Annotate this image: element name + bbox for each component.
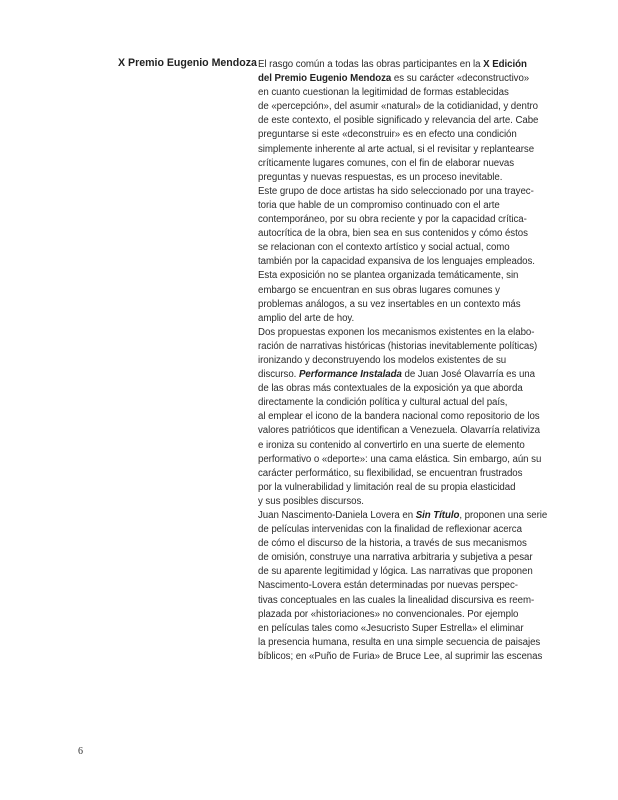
text-segment: Esta exposición no se plantea organizada temáticamente, sin [258,270,519,282]
text-segment: al emplear el icono de la bandera nacional como repositorio de los [258,411,540,423]
text-segment: en películas tales como «Jesucristo Super Estrella» el eliminar [258,622,524,634]
text-segment: bíblicos; en «Puño de Furia» de Bruce Lee, al suprimir las escenas [258,650,543,662]
text-line [258,269,558,283]
section-title: X Premio Eugenio Mendoza [118,57,257,69]
text-line [258,509,558,523]
text-segment: de «percepción», del asumir «natural» de la cotidianidad, y dentro [258,101,538,113]
text-line [258,100,558,114]
text-line [258,171,558,185]
text-segment: de este contexto, el posible significado y relevancia del arte. Cabe [258,115,539,127]
text-line [258,157,558,171]
text-segment: carácter performático, su flexibilidad, se encuentran frustrados [258,467,523,479]
text-line [258,537,558,551]
text-segment: de cómo el discurso de la historia, a través de sus mecanismos [258,538,527,550]
emphasis-text: del Premio Eugenio Mendoza [258,73,392,85]
text-segment: críticamente lugares comunes, con el fin de elaborar nuevas [258,157,515,169]
text-segment: de Juan José Olavarría es una [401,369,535,381]
emphasis-text: X Edición [483,59,527,70]
text-line [258,439,558,453]
text-segment: de películas intervenidas con la finalidad de reflexionar acerca [258,524,522,536]
text-segment: Juan Nascimento-Daniela Lovera en [258,510,416,521]
text-line [258,495,558,509]
text-line [258,368,558,382]
text-line [258,199,558,213]
text-segment: directamente la condición política y cultural actual del país, [258,397,508,409]
text-segment: preguntas y nuevas respuestas, es un proceso inevitable. [258,171,503,183]
text-line [258,86,558,100]
text-line [258,551,558,565]
text-segment: ración de narrativas históricas (historias inevitablemente políticas) [258,340,538,352]
text-line [258,579,558,593]
text-segment: toria que hable de un compromiso continuado con el arte [258,199,500,211]
text-line [258,128,558,142]
text-line [258,410,558,424]
text-line [258,608,558,622]
text-line [258,594,558,608]
text-line [258,298,558,312]
artwork-title: Performance Instalada [298,369,402,381]
text-segment: contemporáneo, por su obra reciente y por la capacidad crítica- [258,214,527,226]
text-segment: y sus posibles discursos. [258,495,364,507]
text-segment: preguntarse si este «deconstruir» es en efecto una condición [258,129,517,141]
text-line [258,565,558,579]
text-line [258,354,558,368]
text-line [258,340,558,354]
text-line [258,227,558,241]
text-line [258,114,558,128]
text-line [258,326,558,340]
text-segment: por la vulnerabilidad y limitación real de su propia elasticidad [258,481,516,493]
text-line [258,185,558,199]
text-line [258,284,558,298]
text-line [258,255,558,269]
text-segment: autocrítica de la obra, bien sea en sus contenidos y cómo éstos [258,228,528,240]
text-line [258,241,558,255]
page-number: 6 [78,746,83,757]
text-segment: de las obras más contextuales de la exposición ya que aborda [258,383,523,395]
text-line [258,213,558,227]
text-segment: Este grupo de doce artistas ha sido seleccionado por una trayec- [258,185,534,197]
text-segment: se relacionan con el contexto artístico y social actual, como [258,242,510,254]
text-line [258,72,558,86]
text-segment: discurso. [258,369,299,381]
text-segment: en cuanto cuestionan la legitimidad de formas establecidas [258,87,509,99]
text-segment: amplio del arte de hoy. [258,312,355,324]
text-segment: , proponen una serie [459,510,548,521]
text-segment: performativo o «deporte»: una cama elástica. Sin embargo, aún su [258,453,542,465]
text-segment: plazada por «historiaciones» no convencionales. Por ejemplo [258,608,519,620]
text-segment: es su carácter «deconstructivo» [391,73,530,85]
text-segment: Nascimento-Lovera están determinadas por nuevas perspec- [258,580,518,592]
text-segment: problemas análogos, a su vez insertables en un contexto más [258,298,521,310]
text-segment: la presencia humana, resulta en una simple secuencia de paisajes [258,636,541,648]
text-line [258,312,558,326]
text-line [258,481,558,495]
body-text [258,58,558,664]
text-segment: de omisión, construye una narrativa arbitraria y subjetiva a pesar [258,552,533,564]
text-segment: de su aparente legitimidad y lógica. Las narrativas que proponen [258,566,533,578]
text-segment: valores patrióticos que identifican a Venezuela. Olavarría relativiza [258,425,540,437]
text-line [258,467,558,481]
text-segment: simplemente inherente al arte actual, si el revisitar y replantearse [258,143,535,155]
text-line [258,453,558,467]
text-line [258,636,558,650]
text-line [258,622,558,636]
text-segment: El rasgo común a todas las obras participantes en la [258,59,484,70]
text-segment: ironizando y deconstruyendo los modelos existentes de su [258,354,507,366]
text-segment: Dos propuestas exponen los mecanismos existentes en la elabo- [258,326,535,338]
text-line [258,424,558,438]
text-segment: e ironiza su contenido al convertirlo en una suerte de elemento [258,439,525,451]
text-segment: también por la capacidad expansiva de los lenguajes empleados. [258,256,535,268]
text-line [258,382,558,396]
text-line [258,523,558,537]
text-segment: embargo se encuentran en sus obras lugares comunes y [258,284,500,296]
text-line [258,143,558,157]
text-line [258,396,558,410]
text-segment: tivas conceptuales en las cuales la linealidad discursiva es reem- [258,594,535,606]
text-line [258,58,558,72]
artwork-title: Sin Título [415,510,460,521]
text-line [258,650,558,664]
